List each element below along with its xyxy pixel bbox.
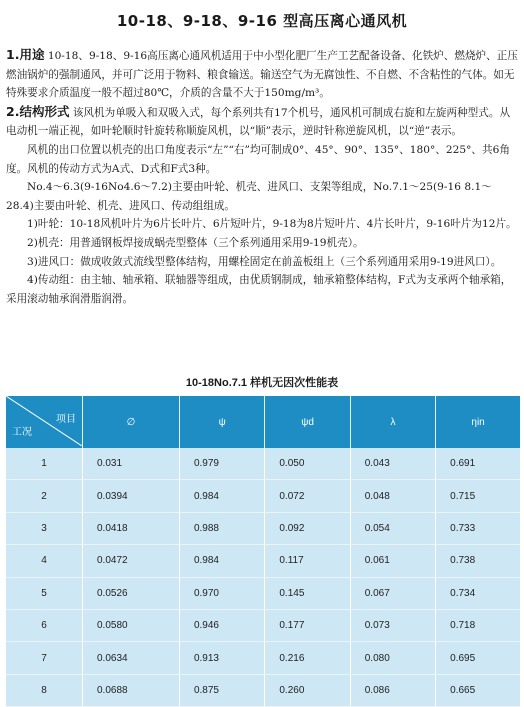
table-cell: 0.984 <box>179 545 264 577</box>
page-title: 10-18、9-18、9-16 型高压离心通风机 <box>116 12 408 30</box>
table-cell: 0.092 <box>265 512 350 544</box>
casing-paragraph: 2)机壳：用普通钢板焊接成蜗壳型整体（三个系列通用采用9-19机壳）。 <box>27 236 364 249</box>
table-cell: 0.665 <box>436 674 520 706</box>
table-cell: 0.067 <box>350 577 435 609</box>
table-cell: 0.718 <box>436 609 520 641</box>
table-cell: 0.145 <box>265 577 350 609</box>
table-row <box>6 480 520 512</box>
table-cell: 0.043 <box>350 448 435 480</box>
table-cell: 0.031 <box>83 448 180 480</box>
use-text: 10-18、9-18、9-16高压离心通风机适用于中小型化肥厂生产工艺配备设备、化铁炉、燃烧炉、正压燃油锅炉的强制通风，并可广泛用于物料、粮食输送。输送空气为无腐蚀性、不自燃、不含粘性的气体。如无特殊要求介质温度一般不超过80℃，介质的含量不大于150mg/m³。 <box>6 50 518 100</box>
table-row <box>6 642 520 674</box>
table-cell: 0.0688 <box>83 674 180 706</box>
condition-number-cell: 7 <box>6 642 83 674</box>
table-caption: 10-18No.7.1 样机无因次性能表 <box>185 377 339 389</box>
table-cell: 0.0394 <box>83 480 180 512</box>
performance-table <box>6 396 520 707</box>
table-cell: 0.072 <box>265 480 350 512</box>
table-cell: 0.260 <box>265 674 350 706</box>
inlet-paragraph: 3)进风口：做成收敛式流线型整体结构，用螺栓固定在前盖板组上（三个系列通用采用9-19进风口）。 <box>27 255 502 268</box>
table-cell: 0.050 <box>265 448 350 480</box>
structure-text: 该风机为单吸入和双吸入式，每个系列共有17个机号，通风机可制成右旋和左旋两种型式。从电动机一端正视，如叶轮顺时针旋转称顺旋风机，以“顺”表示，逆时针称逆旋风机，以“逆”表示。 <box>6 106 511 138</box>
table-cell: 0.984 <box>179 480 264 512</box>
table-cell: 0.946 <box>179 609 264 641</box>
condition-number-cell: 2 <box>6 480 83 512</box>
column-header: ψd <box>265 396 350 448</box>
impeller-paragraph: 1)叶轮：10-18风机叶片为6片长叶片、6片短叶片，9-18为8片短叶片、4片长叶片，9-16叶片为12片。 <box>27 218 517 231</box>
table-cell: 0.080 <box>350 642 435 674</box>
table-cell: 0.0634 <box>83 642 180 674</box>
condition-number-cell: 6 <box>6 609 83 641</box>
table-cell: 0.691 <box>436 448 520 480</box>
table-row <box>6 577 520 609</box>
drive-paragraph: 4)传动组：由主轴、轴承箱、联轴器等组成，由优质钢制成，轴承箱整体结构，F式为支承两个轴承箱，采用滚动轴承润滑脂润滑。 <box>6 274 512 305</box>
table-cell: 0.733 <box>436 512 520 544</box>
table-cell: 0.0472 <box>83 545 180 577</box>
structure-heading: 2.结构形式 <box>6 103 70 119</box>
condition-number-cell: 5 <box>6 577 83 609</box>
use-heading: 1.用途 <box>6 47 45 62</box>
table-cell: 0.0580 <box>83 609 180 641</box>
table-cell: 0.177 <box>265 609 350 641</box>
table-row <box>6 512 520 544</box>
condition-number-cell: 1 <box>6 448 83 480</box>
table-cell: 0.913 <box>179 642 264 674</box>
corner-condition-label: 工况 <box>12 427 32 438</box>
table-row <box>6 545 520 577</box>
condition-number-cell: 3 <box>6 512 83 544</box>
table-body <box>6 448 520 707</box>
table-cell: 0.073 <box>350 609 435 641</box>
machine-number-paragraph: No.4～6.3(9-16No4.6～7.2)主要由叶轮、机壳、进风口、支架等组成，No.7.1～25(9-16 8.1～28.4)主要由叶轮、机壳、进风口、传动组组成。 <box>6 181 492 212</box>
table-row <box>6 609 520 641</box>
table-cell: 0.061 <box>350 545 435 577</box>
column-header: ηin <box>436 396 520 448</box>
use-paragraph <box>6 46 518 103</box>
table-cell: 0.117 <box>265 545 350 577</box>
table-cell: 0.048 <box>350 480 435 512</box>
table-cell: 0.970 <box>179 577 264 609</box>
document-body <box>6 46 518 308</box>
corner-header-cell <box>6 396 83 448</box>
table-cell: 0.875 <box>179 674 264 706</box>
table-row <box>6 674 520 706</box>
column-header: ψ <box>179 396 264 448</box>
condition-number-cell: 4 <box>6 545 83 577</box>
table-cell: 0.695 <box>436 642 520 674</box>
table-cell: 0.988 <box>179 512 264 544</box>
table-cell: 0.216 <box>265 642 350 674</box>
table-row <box>6 448 520 480</box>
table-cell: 0.979 <box>179 448 264 480</box>
column-header: λ <box>350 396 435 448</box>
table-cell: 0.738 <box>436 545 520 577</box>
condition-number-cell: 8 <box>6 674 83 706</box>
table-cell: 0.715 <box>436 480 520 512</box>
structure-paragraph <box>6 103 518 141</box>
table-header-row <box>6 396 520 448</box>
table-cell: 0.0526 <box>83 577 180 609</box>
column-header: ∅ <box>83 396 180 448</box>
table-cell: 0.734 <box>436 577 520 609</box>
corner-item-label: 项目 <box>56 414 76 425</box>
outlet-paragraph: 风机的出口位置以机壳的出口角度表示“左”“右”均可制成0°、45°、90°、135°、180°、225°、共6角度。风机的传动方式为A式、D式和F式3种。 <box>6 143 510 175</box>
table-cell: 0.0418 <box>83 512 180 544</box>
table-cell: 0.054 <box>350 512 435 544</box>
table-cell: 0.086 <box>350 674 435 706</box>
